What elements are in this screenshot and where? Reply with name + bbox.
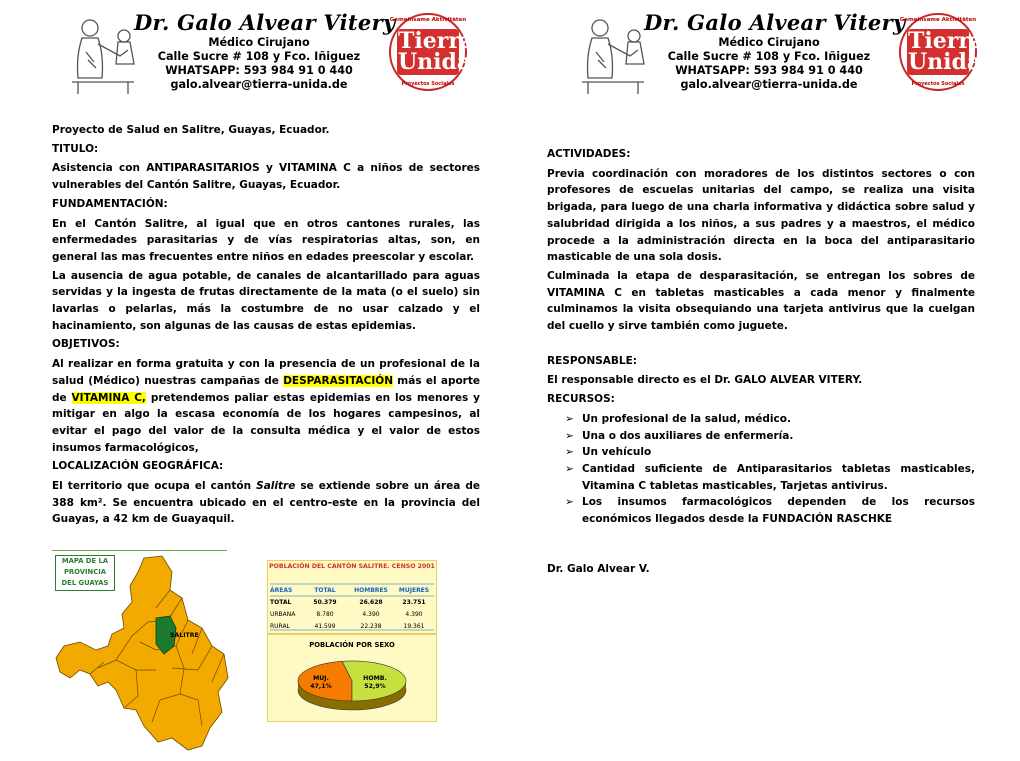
doctor-whatsapp: WHATSAPP: 593 984 91 0 440 bbox=[675, 64, 863, 77]
salitre-italic: Salitre bbox=[256, 480, 296, 493]
objetivos-heading: OBJETIVOS: bbox=[52, 338, 120, 351]
left-content bbox=[52, 122, 480, 530]
cell: 4.390 bbox=[405, 611, 423, 618]
population-table-title: POBLACIÓN DEL CANTÓN SALITRE. CENSO 2001 bbox=[269, 563, 435, 570]
logo-top-text: Gemeinsame Aktivitäten bbox=[389, 17, 467, 23]
actividades-paragraph-1: Previa coordinación con moradores de los distintos sectores o con profesores de escuelas unitarias del campo, se realiza una visita brigada, para luego de una charla informativa y didáctica sobre salud y salubridad dirigida a los niños, a sus padres y a maestros, el médico procede a la administración directa en la boca del antiparasitario masticable de una sola dosis. bbox=[547, 167, 975, 264]
doctor-name: Dr. Galo Alvear Vitery bbox=[644, 10, 906, 35]
pie-drawing bbox=[268, 635, 436, 721]
tierra-unida-logo bbox=[388, 12, 475, 92]
table-lines bbox=[268, 561, 436, 633]
objetivos-text-c: pretendemos paliar estas epidemias en los menores y mitigar en algo la escasa economía de los hogares campesinos, al evitar el pago del valor de la consulta médica y el valor de estos insumos farmacológicos, bbox=[52, 391, 480, 454]
pie-mujeres-value: 47,1% bbox=[310, 683, 332, 690]
population-stats bbox=[267, 560, 435, 720]
cell: 8.780 bbox=[316, 611, 334, 618]
cell: 19.361 bbox=[403, 623, 425, 630]
header-mujeres: MUJERES bbox=[398, 587, 430, 594]
localizacion-paragraph bbox=[52, 478, 480, 528]
guayas-map bbox=[52, 550, 235, 755]
pie-label-mujeres bbox=[308, 675, 334, 691]
header-hombres: HOMBRES bbox=[354, 587, 388, 594]
cell: TOTAL bbox=[270, 599, 292, 606]
arrow-bullet-icon: ➢ bbox=[565, 496, 574, 509]
cell: 23.751 bbox=[402, 599, 426, 606]
cell: 50.379 bbox=[313, 599, 337, 606]
responsable-text: El responsable directo es el Dr. GALO ALVEAR VITERY. bbox=[547, 374, 863, 387]
cell: URBANA bbox=[270, 611, 296, 618]
localizacion-text-b: se extiende sobre un área de 388 km². Se encuentra ubicado en el centro-este en la provincia del Guayas, a 42 km de Guayaquil. bbox=[52, 480, 480, 526]
project-title: Proyecto de Salud en Salitre, Guayas, Ecuador. bbox=[52, 124, 330, 136]
pie-hombres-value: 52,9% bbox=[364, 683, 386, 690]
arrow-bullet-icon: ➢ bbox=[565, 412, 574, 425]
fundamentacion-paragraph-2: La ausencia de agua potable, de canales de alcantarillado para aguas servidas y la ingesta de frutas directamente de la mata (o el suelo) sin lavarlas o pelarlas, más la costumbre de no usar calzado y el hacinamiento, son algunas de las causas de estas epidemias. bbox=[52, 269, 480, 332]
letterhead bbox=[578, 8, 988, 100]
signature: Dr. Galo Alvear V. bbox=[547, 562, 650, 575]
doctor-whatsapp: WHATSAPP: 593 984 91 0 440 bbox=[165, 64, 353, 77]
titulo-heading: TITULO: bbox=[52, 142, 99, 155]
doctor-title: Médico Cirujano bbox=[208, 36, 310, 49]
highlight-vitamina-c: VITAMINA C, bbox=[71, 391, 146, 404]
tierra-unida-logo bbox=[898, 12, 985, 92]
doctor-name: Dr. Galo Alvear Vitery bbox=[134, 10, 396, 35]
objetivos-text-b: más el aporte de bbox=[52, 374, 480, 404]
logo-word-tierra: Tierra bbox=[908, 28, 985, 54]
arrow-bullet-icon: ➢ bbox=[565, 446, 574, 459]
list-item bbox=[565, 461, 975, 494]
highlight-desparasitacion: DESPARASITACIÓN bbox=[283, 374, 394, 387]
localizacion-heading: LOCALIZACIÓN GEOGRÁFICA: bbox=[52, 460, 224, 473]
doctor-address: Calle Sucre # 108 y Fco. Iñiguez bbox=[667, 50, 871, 63]
doctor-email: galo.alvear@tierra-unida.de bbox=[170, 78, 348, 91]
list-item bbox=[565, 428, 975, 445]
localizacion-text-a: El territorio que ocupa el cantón bbox=[52, 480, 257, 493]
header-total: TOTAL bbox=[314, 587, 336, 594]
pie-label-hombres bbox=[360, 675, 390, 691]
salitre-map-label: SALITRE bbox=[170, 632, 199, 639]
cell: 22.238 bbox=[360, 623, 382, 630]
doctor-email: galo.alvear@tierra-unida.de bbox=[680, 78, 858, 91]
logo-top-text: Gemeinsame Aktivitäten bbox=[899, 17, 977, 23]
list-item bbox=[565, 494, 975, 527]
recursos-list bbox=[565, 411, 975, 528]
fundamentacion-heading: FUNDAMENTACIÓN: bbox=[52, 197, 168, 210]
list-item bbox=[565, 444, 975, 461]
recursos-heading: RECURSOS: bbox=[547, 393, 615, 406]
right-page bbox=[510, 0, 1020, 761]
spacer bbox=[547, 528, 975, 561]
letterhead bbox=[68, 8, 478, 100]
logo-word-unida: Unida bbox=[398, 49, 472, 75]
cell: 41.599 bbox=[314, 623, 336, 630]
objetivos-text-a: Al realizar en forma gratuita y con la presencia de un profesional de la salud (Médico) nuestras campañas de bbox=[52, 358, 480, 387]
actividades-heading: ACTIVIDADES: bbox=[547, 148, 631, 160]
logo-word-tierra: Tierra bbox=[398, 28, 475, 54]
list-item-text: Una o dos auxiliares de enfermería. bbox=[582, 429, 794, 442]
list-item-text: Un profesional de la salud, médico. bbox=[582, 412, 791, 425]
sex-pie-chart bbox=[267, 634, 437, 722]
pie-hombres-name: HOMB. bbox=[363, 675, 387, 682]
population-table bbox=[267, 560, 437, 634]
fundamentacion-paragraph-1: En el Cantón Salitre, al igual que en otros cantones rurales, las enfermedades parasitarias y de vías respiratorias altas, son, en general las mas frecuentes entre niños en edades preescolar y escolar. bbox=[52, 217, 480, 263]
arrow-bullet-icon: ➢ bbox=[565, 462, 574, 475]
spacer bbox=[547, 337, 975, 353]
titulo-text: Asistencia con ANTIPARASITARIOS y VITAMINA C a niños de sectores vulnerables del Cantón Salitre, Guayas, Ecuador. bbox=[52, 162, 480, 192]
doctor-title: Médico Cirujano bbox=[718, 36, 820, 49]
map-label-box: MAPA DE LA PROVINCIA DEL GUAYAS bbox=[55, 555, 115, 591]
right-content bbox=[547, 146, 975, 579]
cell: 4.390 bbox=[362, 611, 380, 618]
cell: RURAL bbox=[270, 623, 290, 630]
logo-bottom-text: Proyectos Sociales bbox=[401, 81, 455, 87]
cell: 26.628 bbox=[359, 599, 383, 606]
list-item-text: Cantidad suficiente de Antiparasitarios tabletas masticables, Vitamina C tabletas masticables, Tarjetas antivirus. bbox=[582, 462, 975, 492]
doctor-address: Calle Sucre # 108 y Fco. Iñiguez bbox=[157, 50, 361, 63]
actividades-paragraph-2: Culminada la etapa de desparasitación, se entregan los sobres de VITAMINA C en tabletas masticables a cada menor y finalmente culminamos la visita obsequiando una tarjeta antivirus que la cuelgan del cuello y sirve también como juguete. bbox=[547, 269, 975, 333]
list-item bbox=[565, 411, 975, 428]
logo-bottom-text: Proyectos Sociales bbox=[911, 81, 965, 87]
responsable-heading: RESPONSABLE: bbox=[547, 354, 637, 367]
logo-word-unida: Unida bbox=[908, 49, 982, 75]
pie-title: POBLACIÓN POR SEXO bbox=[309, 641, 395, 649]
header-areas: ÁREAS bbox=[270, 587, 293, 594]
list-item-text: Los insumos farmacológicos dependen de los recursos económicos llegados desde la FUNDACIÓN RASCHKE bbox=[582, 496, 975, 526]
pie-mujeres-name: MUJ. bbox=[313, 675, 329, 682]
list-item-text: Un vehículo bbox=[582, 446, 652, 459]
arrow-bullet-icon: ➢ bbox=[565, 429, 574, 442]
objetivos-paragraph bbox=[52, 356, 480, 456]
